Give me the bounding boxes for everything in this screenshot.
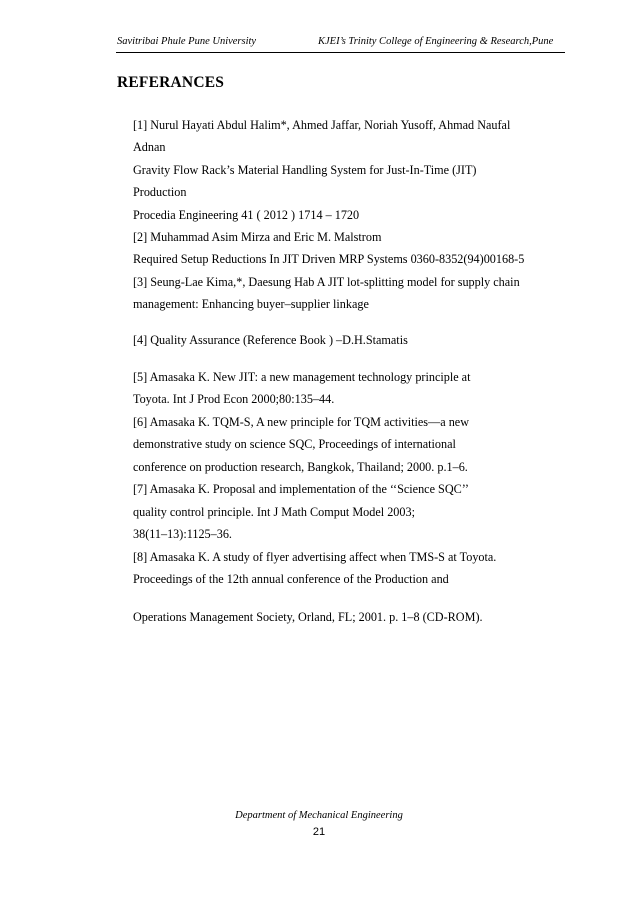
page-title: REFERANCES [117, 74, 225, 91]
reference-line: conference on production research, Bangkok, Thailand; 2000. p.1–6. [133, 460, 468, 474]
reference-line: Proceedings of the 12th annual conference of the Production and [133, 572, 449, 586]
reference-line: Toyota. Int J Prod Econ 2000;80:135–44. [133, 392, 335, 406]
reference-line: Adnan [133, 140, 166, 154]
reference-line: [6] Amasaka K. TQM-S, A new principle for TQM activities—a new [133, 415, 469, 429]
reference-line: Gravity Flow Rack’s Material Handling System for Just-In-Time (JIT) [133, 163, 477, 177]
header-divider [116, 52, 565, 53]
reference-line: Procedia Engineering 41 ( 2012 ) 1714 – 1720 [133, 208, 360, 222]
reference-line: [1] Nurul Hayati Abdul Halim*, Ahmed Jaffar, Noriah Yusoff, Ahmad Naufal [133, 118, 511, 132]
reference-line: [3] Seung-Lae Kima,*, Daesung Hab A JIT lot-splitting model for supply chain [133, 275, 520, 289]
reference-line: Production [133, 185, 187, 199]
reference-line: demonstrative study on science SQC, Proceedings of international [133, 437, 456, 451]
reference-line: [2] Muhammad Asim Mirza and Eric M. Malstrom [133, 230, 382, 244]
header-college: KJEI’s Trinity College of Engineering & Research,Pune [318, 36, 554, 47]
reference-line: management: Enhancing buyer–supplier linkage [133, 297, 369, 311]
reference-line: [8] Amasaka K. A study of flyer advertising affect when TMS-S at Toyota. [133, 550, 497, 564]
reference-line: [7] Amasaka K. Proposal and implementation of the ‘‘Science SQC’’ [133, 482, 469, 496]
reference-line: [5] Amasaka K. New JIT: a new management technology principle at [133, 370, 471, 384]
page-number: 21 [312, 826, 326, 838]
reference-line: Operations Management Society, Orland, FL; 2001. p. 1–8 (CD-ROM). [133, 610, 483, 624]
reference-line: [4] Quality Assurance (Reference Book ) –D.H.Stamatis [133, 333, 408, 347]
reference-line: Required Setup Reductions In JIT Driven MRP Systems 0360-8352(94)00168-5 [133, 252, 525, 266]
footer-department: Department of Mechanical Engineering [235, 810, 403, 821]
reference-line: quality control principle. Int J Math Comput Model 2003; [133, 505, 415, 519]
reference-line: 38(11–13):1125–36. [133, 527, 232, 541]
header-university: Savitribai Phule Pune University [117, 36, 257, 47]
